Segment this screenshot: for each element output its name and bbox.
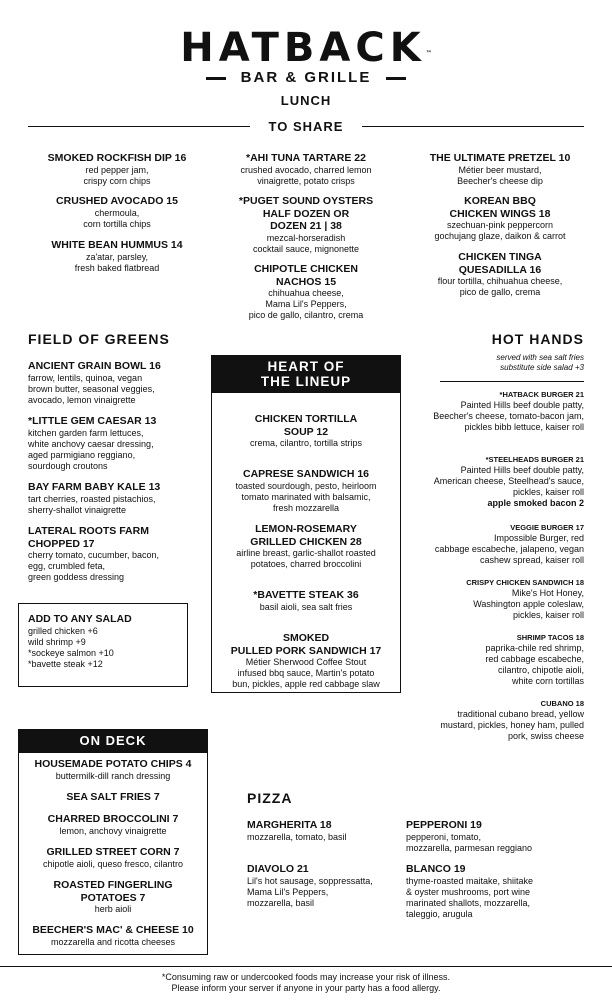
menu-item: SHRIMP TACOS 18 paprika-chile red shrimp, red cabbage escabeche, cilantro, chipotle aioli, white corn tortillas — [485, 633, 584, 686]
logo — [0, 26, 612, 70]
divider-left — [28, 126, 250, 127]
menu-item: MARGHERITA 18 mozzarella, tomato, basil — [247, 819, 347, 842]
menu-name: LUNCH — [280, 93, 332, 108]
menu-item: SMOKED PULLED PORK SANDWICH 17 Métier Sherwood Coffee Stout infused bbq sauce, Martin's potato bun, pickles, apple red cabbage slaw — [230, 632, 382, 689]
hot-hands-divider — [440, 381, 584, 382]
trademark: ™ — [425, 50, 432, 57]
add-to-salad-box — [18, 603, 188, 687]
menu-item: CRUSHED AVOCADO 15 chermoula, corn tortilla chips — [56, 195, 178, 229]
menu-item: LATERAL ROOTS FARM CHOPPED 17 cherry tomato, cucumber, bacon, egg, crumbled feta, green goddess dressing — [28, 525, 160, 582]
subtitle-dash-right — [386, 77, 406, 80]
menu-item: WHITE BEAN HUMMUS 14 za'atar, parsley, fresh baked flatbread — [51, 239, 183, 273]
menu-item: KOREAN BBQ CHICKEN WINGS 18 szechuan-pink peppercorn gochujang glaze, daikon & carrot — [434, 195, 566, 241]
subtitle: BAR & GRILLE — [240, 69, 372, 86]
menu-item: ROASTED FINGERLING POTATOES 7 herb aioli — [53, 879, 173, 914]
menu-item: HOUSEMADE POTATO CHIPS 4 buttermilk-dill ranch dressing — [34, 758, 192, 781]
menu-item: CRISPY CHICKEN SANDWICH 18 Mike's Hot Honey, Washington apple coleslaw, pickles, kaiser roll — [466, 578, 584, 620]
menu-item: CHICKEN TINGA QUESADILLA 16 flour tortilla, chihuahua cheese, pico de gallo, crema — [437, 251, 563, 297]
menu-item: SEA SALT FRIES 7 — [66, 791, 160, 803]
add-to-salad: ADD TO ANY SALAD grilled chicken +6 wild shrimp +9 *sockeye salmon +10 *bavette steak +12 — [28, 613, 132, 669]
footer-disclaimer: *Consuming raw or undercooked foods may increase your risk of illness. Please inform your server if anyone in your party has a food allergy. — [161, 972, 451, 993]
menu-item: CAPRESE SANDWICH 16 toasted sourdough, pesto, heirloom tomato marinated with balsamic, fresh mozzarella — [235, 468, 377, 513]
menu-item: *LITTLE GEM CAESAR 13 kitchen garden farm lettuces, white anchovy caesar dressing, aged parmigiano reggiano, sourdough croutons — [28, 415, 157, 471]
menu-item: CHIPOTLE CHICKEN NACHOS 15 chihuahua cheese, Mama Lil's Peppers, pico de gallo, cilantro, crema — [248, 263, 364, 320]
greens-title: FIELD OF GREENS — [28, 331, 170, 347]
menu-item: CHARRED BROCCOLINI 7 lemon, anchovy vinaigrette — [47, 813, 179, 836]
divider-right — [362, 126, 584, 127]
menu-item: *HATBACK BURGER 21 Painted Hills beef double patty, Beecher's cheese, tomato-bacon jam, pickles bibb lettuce, kaiser roll — [433, 390, 584, 432]
menu-item: *BAVETTE STEAK 36 basil aioli, sea salt fries — [253, 589, 359, 612]
menu-item: CHICKEN TORTILLA SOUP 12 crema, cilantro, tortilla strips — [249, 413, 363, 448]
menu-item: CUBANO 18 traditional cubano bread, yellow mustard, pickles, honey ham, pulled pork, swiss cheese — [440, 699, 584, 741]
menu-item: DIAVOLO 21 Lil's hot sausage, soppressatta, Mama Lil's Peppers, mozzarella, basil — [247, 863, 373, 908]
hot-hands-note: served with sea salt fries substitute side salad +3 — [496, 353, 584, 372]
footer-rule — [0, 966, 612, 967]
menu-item: VEGGIE BURGER 17 Impossible Burger, red cabbage escabeche, jalapeno, vegan cashew spread, kaiser roll — [434, 523, 584, 565]
to-share-title: TO SHARE — [268, 119, 344, 134]
menu-item: THE ULTIMATE PRETZEL 10 Métier beer mustard, Beecher's cheese dip — [429, 152, 571, 186]
menu-item: *STEELHEADS BURGER 21 Painted Hills beef double patty, American cheese, Steelhead's sauce, pickles, kaiser roll apple smoked bacon 2 — [433, 455, 584, 508]
menu-item: ANCIENT GRAIN BOWL 16 farrow, lentils, quinoa, vegan brown butter, seasonal veggies, avocado, lemon vinaigrette — [28, 360, 161, 405]
on-deck-title: ON DECK — [18, 729, 208, 753]
logo-text: HATBACK — [180, 25, 426, 71]
subtitle-row — [0, 70, 612, 86]
menu-item: *AHI TUNA TARTARE 22 crushed avocado, charred lemon vinaigrette, potato crisps — [240, 152, 372, 186]
heart-title: HEART OF THE LINEUP — [211, 355, 401, 393]
menu-item: GRILLED STREET CORN 7 chipotle aioli, queso fresco, cilantro — [42, 846, 184, 869]
menu-item: BAY FARM BABY KALE 13 tart cherries, roasted pistachios, sherry-shallot vinaigrette — [28, 481, 161, 515]
menu-item: PEPPERONI 19 pepperoni, tomato, mozzarella, parmesan reggiano — [406, 819, 533, 853]
menu-item: *PUGET SOUND OYSTERS HALF DOZEN OR DOZEN 21 | 38 mezcal-horseradish cocktail sauce, mignonette — [238, 195, 374, 254]
menu-item: BLANCO 19 thyme-roasted maitake, shiitake & oyster mushrooms, port wine marinated shallots, mozzarella, taleggio, arugula — [406, 863, 534, 919]
menu-item: BEECHER'S MAC' & CHEESE 10 mozzarella and ricotta cheeses — [32, 924, 194, 947]
pizza-title: PIZZA — [247, 790, 293, 806]
menu-item: SMOKED ROCKFISH DIP 16 red pepper jam, crispy corn chips — [47, 152, 187, 186]
menu-item: LEMON-ROSEMARY GRILLED CHICKEN 28 airline breast, garlic-shallot roasted potatoes, charred broccolini — [236, 523, 376, 569]
hot-hands-title: HOT HANDS — [491, 331, 584, 347]
